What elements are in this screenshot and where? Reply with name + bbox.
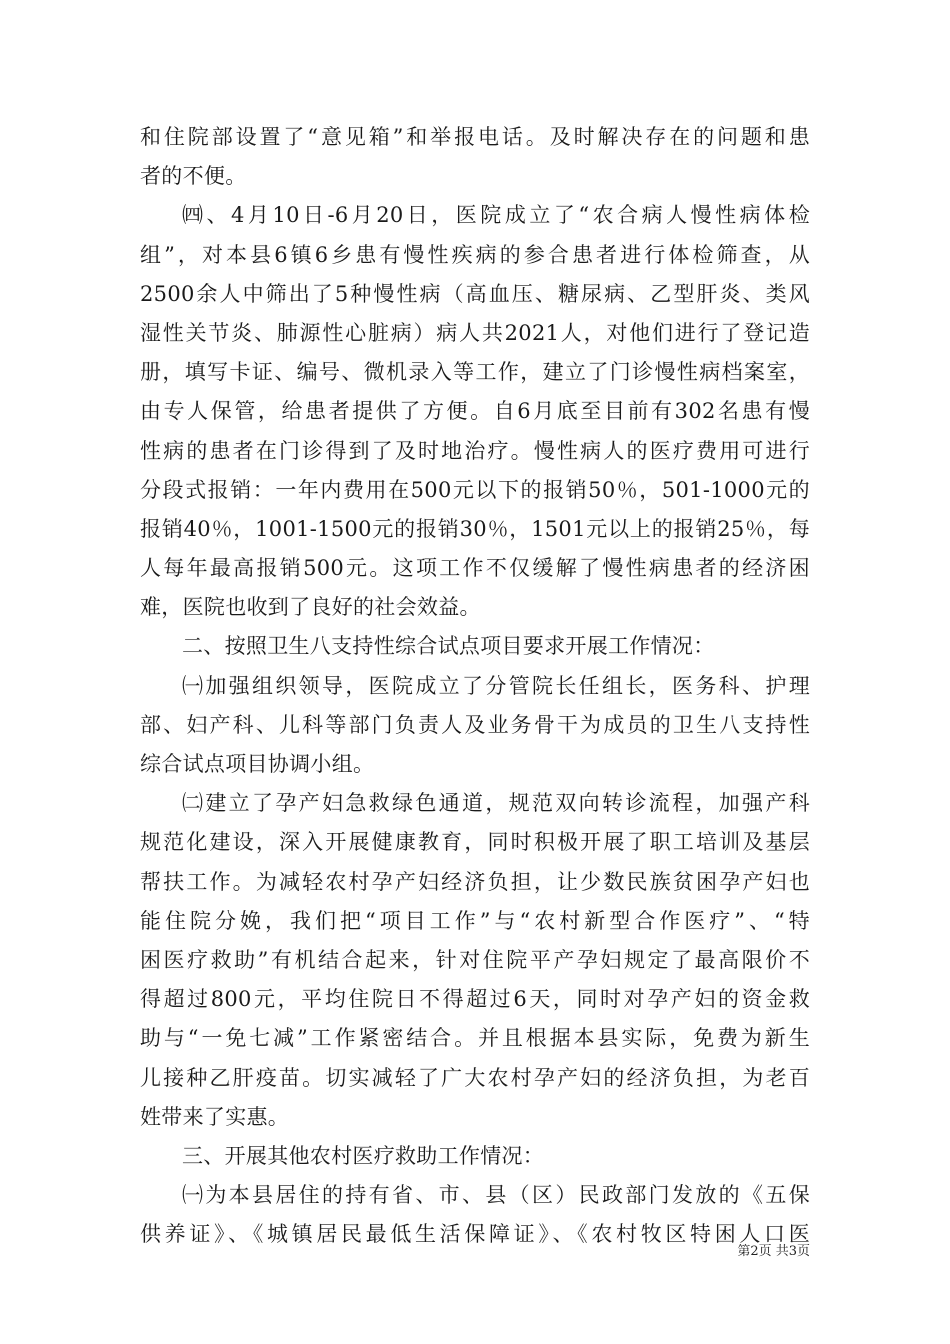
- text-line: 2500余人中筛出了5种慢性病（高血压、糖尿病、乙型肝炎、类风: [140, 281, 810, 306]
- text-line: 难，医院也收到了良好的社会效益。: [140, 595, 481, 620]
- page-number-footer: 第2页 共3页: [737, 1244, 810, 1259]
- text-line: 姓带来了实惠。: [140, 1104, 290, 1129]
- text-line: 报销40％，1001-1500元的报销30％，1501元以上的报销25％，每: [140, 516, 810, 541]
- text-line: ㈠为本县居住的持有省、市、县（区）民政部门发放的《五保: [182, 1183, 810, 1208]
- text-line: 帮扶工作。为减轻农村孕产妇经济负担，让少数民族贫困孕产妇也: [140, 869, 810, 894]
- text-line: ㈡建立了孕产妇急救绿色通道，规范双向转诊流程，加强产科: [182, 791, 810, 816]
- text-line: 部、妇产科、儿科等部门负责人及业务骨干为成员的卫生八支持性: [140, 712, 810, 737]
- text-line: 分段式报销：一年内费用在500元以下的报销50％，501-1000元的: [140, 477, 810, 502]
- text-line: 供养证》、《城镇居民最低生活保障证》、《农村牧区特困人口医: [140, 1222, 810, 1247]
- text-line: 册，填写卡证、编号、微机录入等工作，建立了门诊慢性病档案室，: [140, 360, 810, 385]
- text-line: 综合试点项目协调小组。: [140, 752, 375, 776]
- text-line: 三、开展其他农村医疗救助工作情况：: [182, 1143, 545, 1168]
- text-line: 和住院部设置了“意见箱”和举报电话。及时解决存在的问题和患: [140, 125, 810, 149]
- text-line: 由专人保管，给患者提供了方便。自6月底至目前有302名患有慢: [140, 399, 810, 424]
- text-line: 二、按照卫生八支持性综合试点项目要求开展工作情况：: [182, 634, 715, 659]
- text-line: 助与“一免七减”工作紧密结合。并且根据本县实际，免费为新生: [140, 1026, 810, 1051]
- text-line: ㈠加强组织领导，医院成立了分管院长任组长，医务科、护理: [182, 673, 810, 698]
- text-line: 能住院分娩，我们把“项目工作”与“农村新型合作医疗”、“特: [140, 908, 810, 933]
- text-line: 困医疗救助”有机结合起来，针对住院平产孕妇规定了最高限价不: [140, 947, 810, 972]
- document-body: [140, 118, 810, 1254]
- text-line: 组”，对本县6镇6乡患有慢性疾病的参合患者进行体检筛查，从: [140, 242, 810, 267]
- text-line: 湿性关节炎、肺源性心脏病）病人共2021人，对他们进行了登记造: [140, 320, 810, 345]
- text-line: ㈣、4月10日-6月20日，医院成立了“农合病人慢性病体检: [182, 203, 810, 228]
- text-line: 人每年最高报销500元。这项工作不仅缓解了慢性病患者的经济困: [140, 556, 810, 581]
- text-line: 性病的患者在门诊得到了及时地治疗。慢性病人的医疗费用可进行: [140, 438, 810, 463]
- text-line: 儿接种乙肝疫苗。切实减轻了广大农村孕产妇的经济负担，为老百: [140, 1065, 810, 1090]
- text-line: 规范化建设，深入开展健康教育，同时积极开展了职工培训及基层: [140, 830, 810, 855]
- text-line: 者的不便。: [140, 164, 247, 189]
- text-line: 得超过800元，平均住院日不得超过6天，同时对孕产妇的资金救: [140, 987, 810, 1012]
